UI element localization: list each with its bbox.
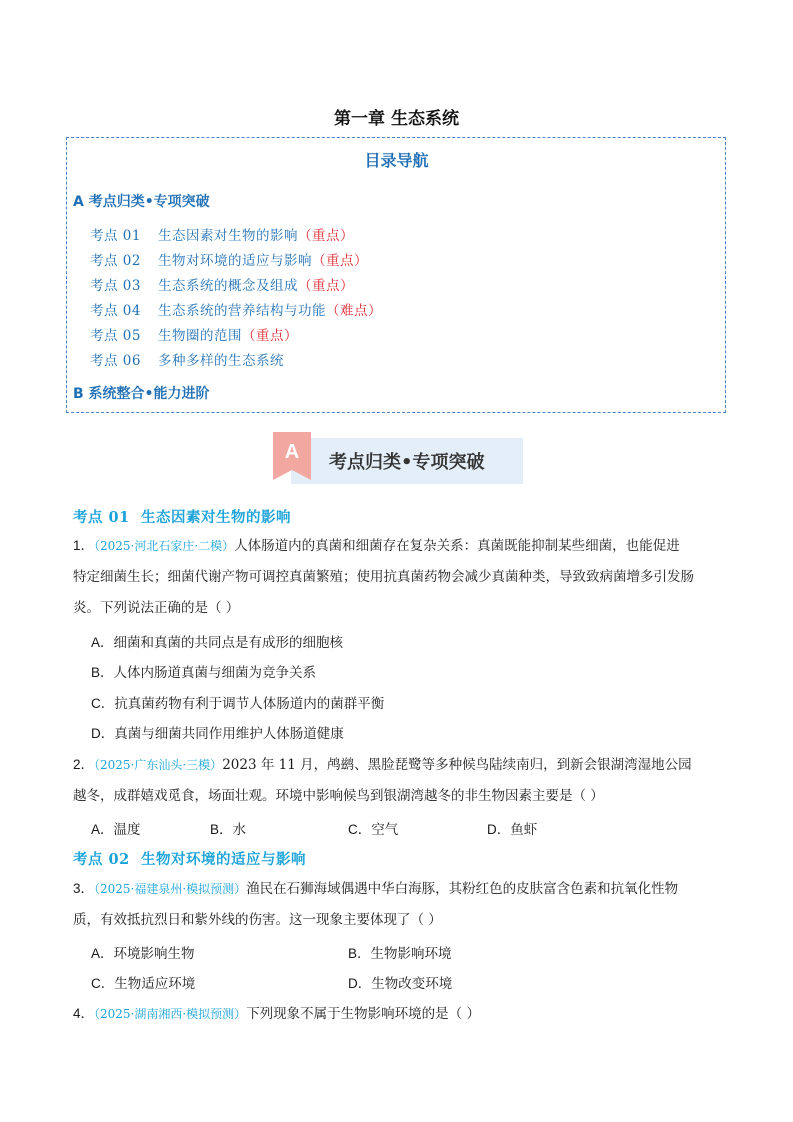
toc-item-06[interactable] — [90, 349, 284, 369]
question-1-stem — [73, 530, 723, 624]
q2-option-c[interactable] — [348, 818, 398, 838]
banner-badge-letter: A — [284, 441, 300, 463]
question-4-line-1 — [73, 998, 723, 1030]
question-2-stem — [73, 749, 723, 812]
toc-item-title: 生物圈的范围 — [158, 328, 242, 344]
toc-section-a[interactable]: A 考点归类•专项突破 — [73, 194, 210, 210]
toc-item-num: 考点 01 — [90, 228, 141, 244]
option-text: 鱼虾 — [510, 822, 538, 838]
toc-item-title: 生态系统的概念及组成 — [158, 278, 298, 294]
option-text: 抗真菌药物有利于调节人体肠道内的菌群平衡 — [114, 696, 385, 712]
question-text: 人体肠道内的真菌和细菌存在复杂关系：真菌既能抑制某些细菌，也能促进 — [234, 538, 680, 554]
toc-item-tag: （重点） — [298, 278, 354, 294]
question-3-stem — [73, 873, 723, 936]
q2-option-a[interactable] — [91, 818, 141, 838]
toc-item-title: 生态系统的营养结构与功能 — [158, 303, 326, 319]
question-1-line-1 — [73, 530, 723, 562]
toc-item-num: 考点 03 — [90, 278, 141, 294]
banner-badge-icon — [273, 432, 311, 480]
question-number: 4． — [73, 1006, 95, 1021]
question-3-line-2: 质，有效抵抗烈日和紫外线的伤害。这一现象主要体现了（ ） — [73, 912, 442, 928]
kp-title-01 — [73, 506, 291, 527]
option-label: D． — [91, 726, 115, 741]
option-label: B． — [348, 946, 371, 961]
chapter-title: 第一章 生态系统 — [334, 109, 459, 129]
q2-option-d[interactable] — [487, 818, 537, 838]
option-text: 环境影响生物 — [113, 946, 195, 962]
toc-item-tag: （难点） — [326, 303, 382, 319]
option-label: A． — [91, 822, 114, 837]
option-label: D． — [487, 822, 511, 837]
toc-item-01[interactable] — [90, 224, 354, 244]
option-label: C． — [348, 822, 372, 837]
option-text: 空气 — [371, 822, 399, 838]
toc-item-tag: （重点） — [242, 328, 298, 344]
kp-title-02 — [73, 848, 306, 869]
question-number: 2． — [73, 757, 95, 772]
option-text: 细菌和真菌的共同点是有成形的细胞核 — [113, 635, 344, 651]
kp-text: 生物对环境的适应与影响 — [141, 851, 306, 868]
toc-item-num: 考点 02 — [90, 253, 141, 269]
q2-option-b[interactable] — [210, 818, 246, 838]
q1-option-a[interactable] — [91, 631, 343, 651]
question-1-line-2: 特定细菌生长；细菌代谢产物可调控真菌繁殖；使用抗真菌药物会减少真菌种类，导致致病菌增多引发肠 — [73, 569, 694, 585]
question-number: 1． — [73, 538, 95, 553]
toc-item-num: 考点 05 — [90, 328, 141, 344]
kp-num: 考点 01 — [73, 509, 130, 526]
option-label: C． — [91, 976, 115, 991]
question-source: （2025·湖南湘西·模拟预测） — [94, 1007, 247, 1021]
toc-item-title: 生物对环境的适应与影响 — [158, 253, 312, 269]
question-source: （2025·广东汕头·三模） — [94, 758, 223, 772]
option-text: 真菌与细菌共同作用维护人体肠道健康 — [114, 726, 344, 742]
q3-option-d[interactable] — [348, 972, 452, 992]
option-label: D． — [348, 976, 372, 991]
q1-option-b[interactable] — [91, 661, 316, 681]
option-label: A． — [91, 946, 114, 961]
toc-item-num: 考点 06 — [90, 353, 141, 369]
option-label: C． — [91, 696, 115, 711]
question-text: 渔民在石狮海域偶遇中华白海豚，其粉红色的皮肤富含色素和抗氧化性物 — [246, 881, 679, 897]
question-number: 3． — [73, 881, 95, 896]
toc-item-03[interactable] — [90, 274, 354, 294]
toc-heading: 目录导航 — [364, 151, 429, 170]
option-text: 温度 — [113, 822, 141, 838]
q3-option-c[interactable] — [91, 972, 195, 992]
question-text: 2023 年 11 月，鸬鹚、黑脸琵鹭等多种候鸟陆续南归，到新会银湖湾湿地公园 — [222, 757, 692, 773]
toc-item-tag: （重点） — [312, 253, 368, 269]
question-1-line-3: 炎。下列说法正确的是（ ） — [73, 600, 240, 616]
option-text: 人体内肠道真菌与细菌为竞争关系 — [113, 665, 317, 681]
option-label: B． — [210, 822, 233, 837]
banner-title: 考点归类•专项突破 — [329, 452, 485, 473]
toc-item-title: 多种多样的生态系统 — [158, 353, 284, 369]
question-source: （2025·河北石家庄·二模） — [94, 539, 235, 553]
toc-item-05[interactable] — [90, 324, 298, 344]
toc-item-04[interactable] — [90, 299, 382, 319]
question-2-line-2: 越冬，成群嬉戏觅食，场面壮观。环境中影响候鸟到银湖湾越冬的非生物因素主要是（ ） — [73, 788, 604, 804]
question-text: 下列现象不属于生物影响环境的是（ ） — [246, 1006, 480, 1022]
option-label: B． — [91, 665, 114, 680]
question-4-stem — [73, 998, 723, 1030]
question-2-line-1 — [73, 749, 723, 781]
toc-item-tag: （重点） — [298, 228, 354, 244]
q3-option-a[interactable] — [91, 942, 195, 962]
q1-option-c[interactable] — [91, 692, 384, 712]
option-text: 水 — [232, 822, 247, 838]
toc-item-02[interactable] — [90, 249, 368, 269]
kp-text: 生态因素对生物的影响 — [141, 509, 291, 526]
toc-section-b[interactable]: B 系统整合•能力进阶 — [73, 386, 210, 402]
section-banner — [273, 432, 523, 484]
q3-option-b[interactable] — [348, 942, 452, 962]
question-3-line-1 — [73, 873, 723, 905]
question-source: （2025·福建泉州·模拟预测） — [94, 882, 247, 896]
kp-num: 考点 02 — [73, 851, 130, 868]
option-text: 生物影响环境 — [370, 946, 452, 962]
toc-item-num: 考点 04 — [90, 303, 141, 319]
option-text: 生物适应环境 — [114, 976, 196, 992]
toc-item-title: 生态因素对生物的影响 — [158, 228, 298, 244]
option-text: 生物改变环境 — [371, 976, 453, 992]
q1-option-d[interactable] — [91, 722, 344, 742]
option-label: A． — [91, 635, 114, 650]
